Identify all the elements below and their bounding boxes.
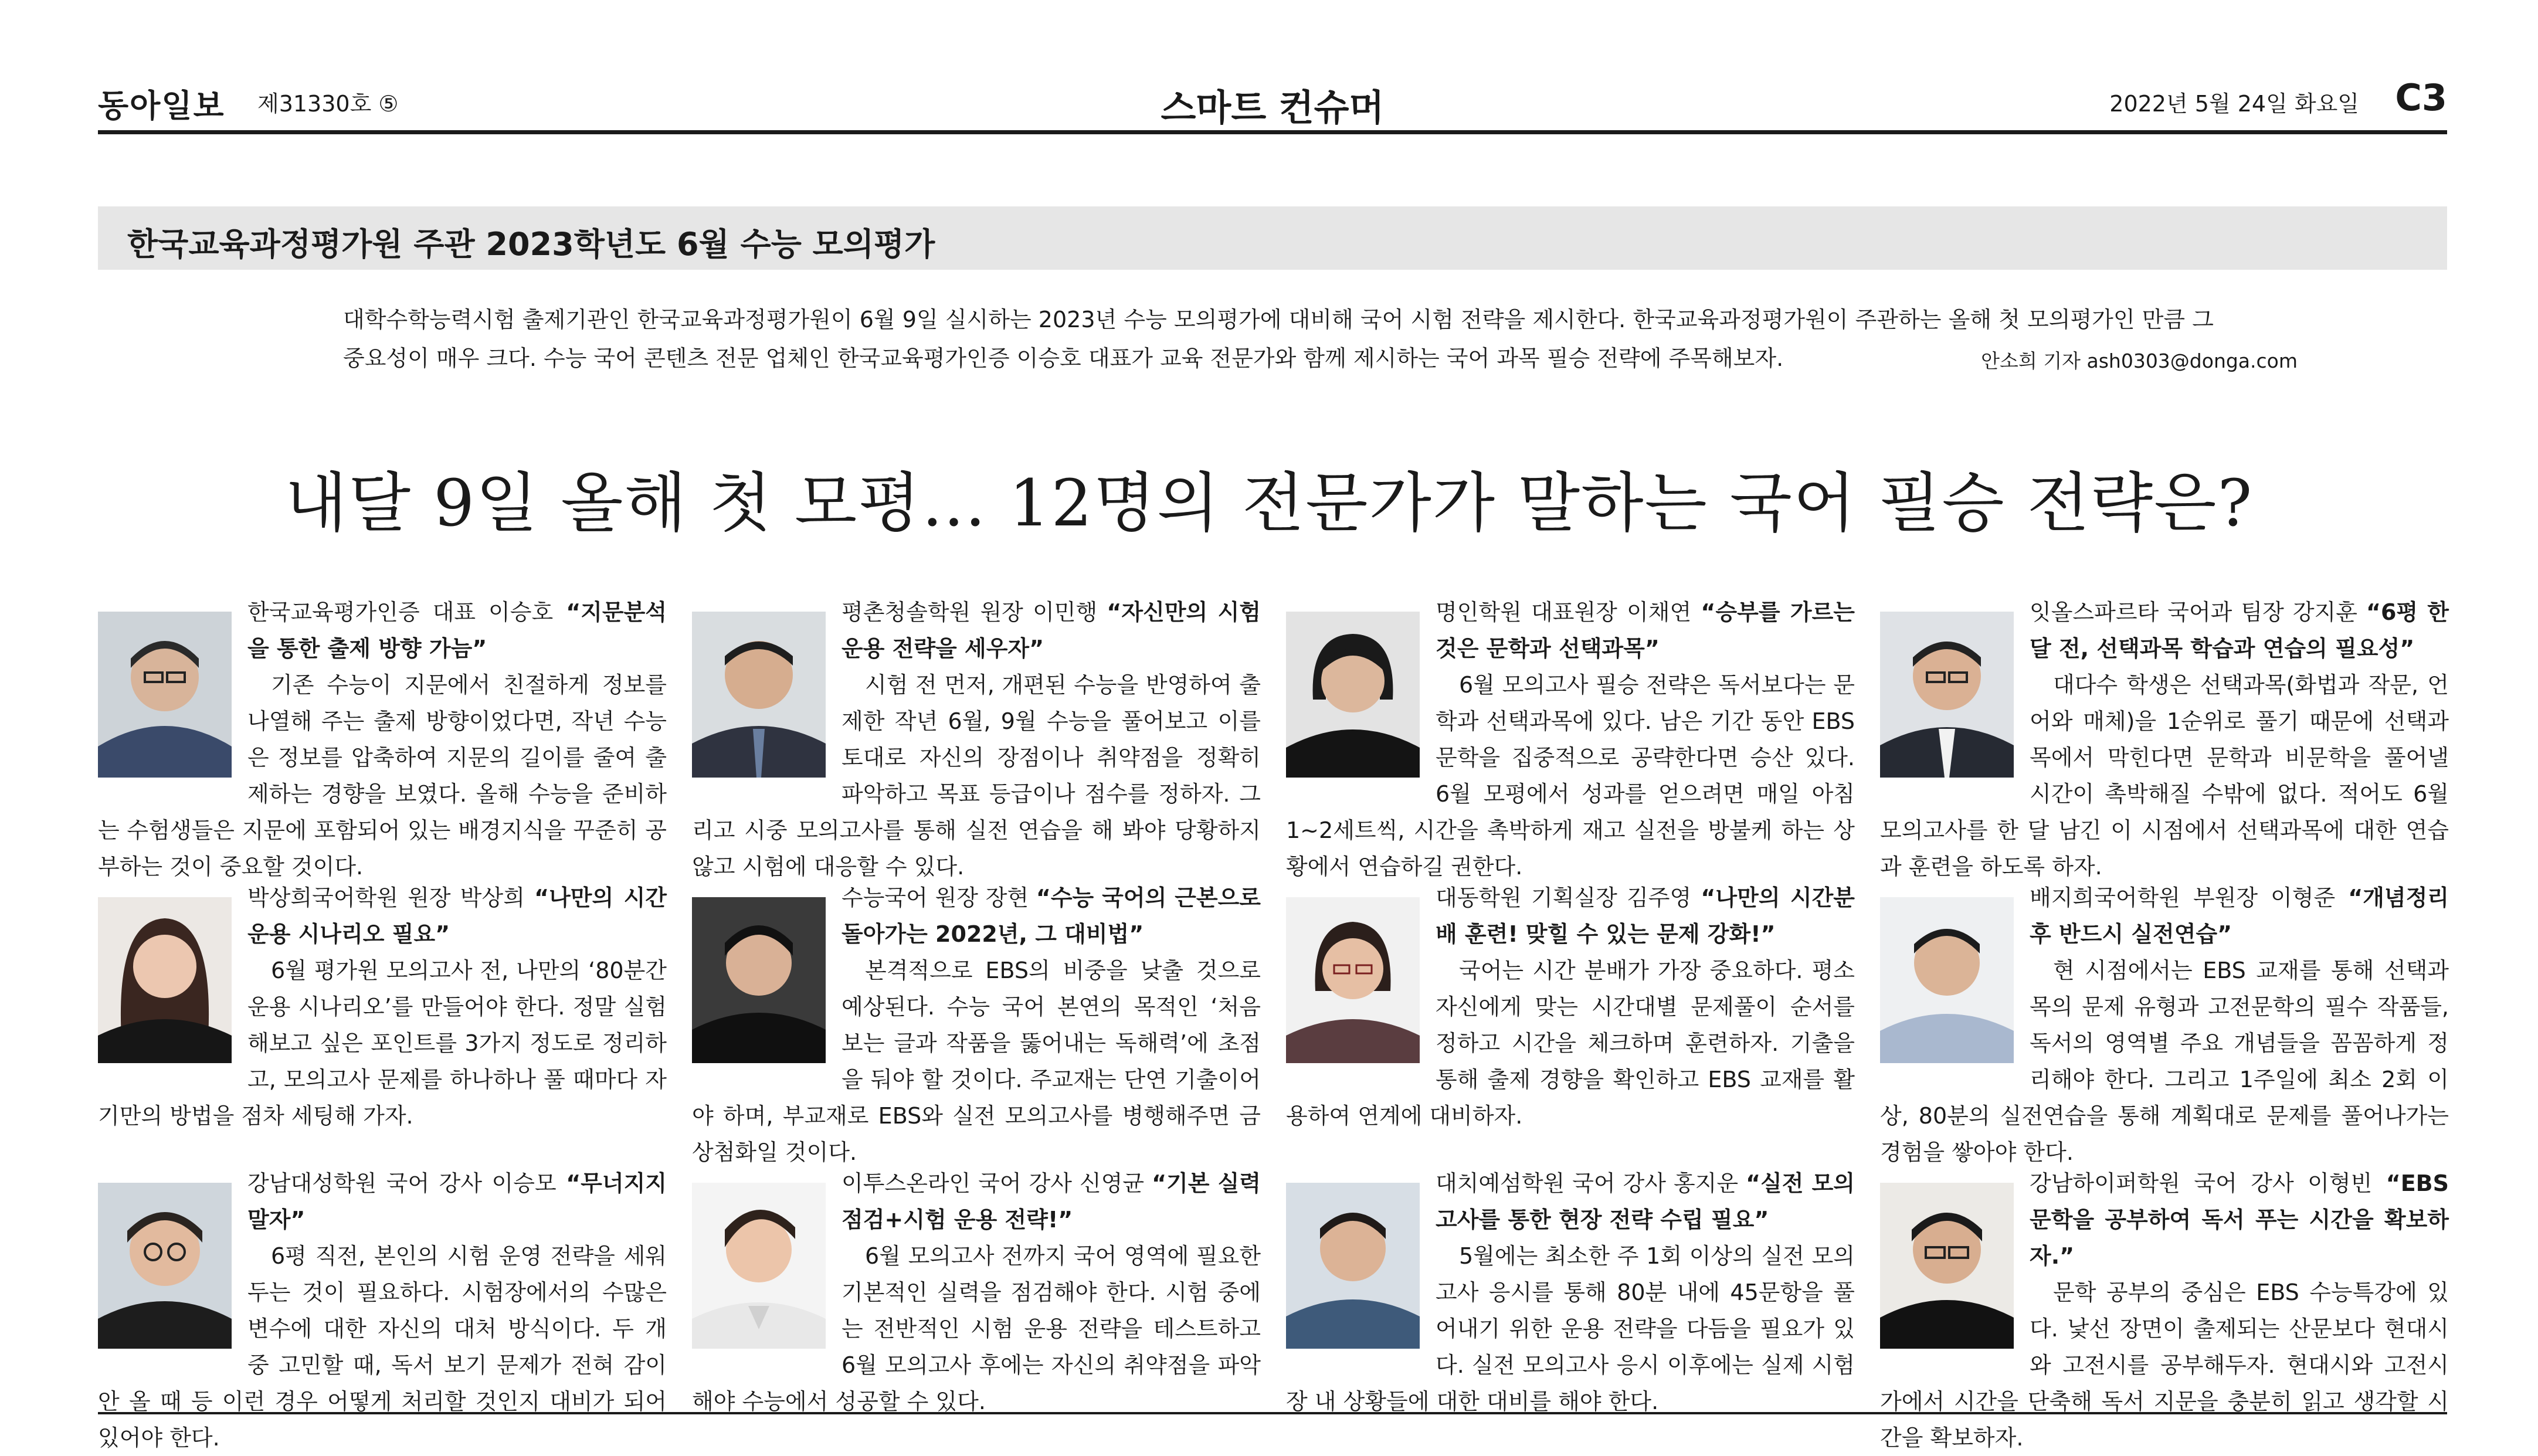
expert-quote: “승부를 가르는 것은 문학과 선택과목” — [1436, 599, 1855, 661]
masthead — [98, 76, 2447, 134]
expert-label: 강남하이퍼학원 국어 강사 이형빈 — [2030, 1170, 2373, 1196]
expert-body: 6월 평가원 모의고사 전, 나만의 ‘80분간 운용 시나리오’를 만들어야 한다. 정말 실험해보고 싶은 포인트를 3가지 정도로 정리하고, 모의고사 문제를 하나하나 풀 때마다 자기만의 방법을 점차 세팅해 가자. — [98, 958, 667, 1129]
expert-body: 기존 수능이 지문에서 친절하게 정보를 나열해 주는 출제 방향이었다면, 작년 수능은 정보를 압축하여 지문의 길이를 줄여 출제하는 경향을 보였다. 올해 수능을 준비하는 수험생들은 지문에 포함되어 있는 배경지식을 꾸준히 공부하는 것이 중요할 것이다. — [98, 672, 667, 880]
issue-number: 제31330호 ⑤ — [257, 91, 399, 117]
expert-body: 6월 모의고사 필승 전략은 독서보다는 문학과 선택과목에 있다. 남은 기간 동안 EBS 문학을 집중적으로 공략한다면 승산 있다. 6월 모평에서 성과를 얻으려면 매일 아침 1~2세트씩, 시간을 촉박하게 재고 실전을 방불케 하는 상황에서 연습하길 권한다. — [1286, 672, 1855, 880]
expert-label: 명인학원 대표원장 이채연 — [1436, 599, 1692, 625]
expert-quote: “6평 한 달 전, 선택과목 학습과 연습의 필요성” — [2030, 599, 2449, 661]
expert-body: 문학 공부의 중심은 EBS 수능특강에 있다. 낯선 장면이 출제되는 산문보다 현대시와 고전시를 공부해두자. 현대시와 고전시가에서 시간을 단축해 독서 지문을 충분히 읽고 생각할 시간을 확보하자. — [1880, 1279, 2449, 1451]
expert-body: 5월에는 최소한 주 1회 이상의 실전 모의고사 응시를 통해 80분 내에 45문항을 풀어내기 위한 운용 전략을 다듬을 필요가 있다. 실전 모의고사 응시 이후에는 실제 시험장 내 상황들에 대한 대비를 해야 한다. — [1286, 1243, 1855, 1414]
expert-quote: “나만의 시간분배 훈련! 맞힐 수 있는 문제 강화!” — [1436, 885, 1855, 947]
expert-body: 6월 모의고사 전까지 국어 영역에 필요한 기본적인 실력을 점검해야 한다. 시험 중에는 전반적인 시험 운용 전략을 테스트하고 6월 모의고사 후에는 자신의 취약점을 파악해야 수능에서 성공할 수 있다. — [692, 1243, 1261, 1414]
page-number: C3 — [2395, 76, 2447, 119]
expert-quote: “EBS 문학을 공부하여 독서 푸는 시간을 확보하자.” — [2030, 1170, 2449, 1269]
expert-label: 한국교육평가인증 대표 이승호 — [247, 599, 554, 625]
expert-label: 이투스온라인 국어 강사 신영균 — [842, 1170, 1145, 1196]
article-headline: 내달 9일 올해 첫 모평… 12명의 전문가가 말하는 국어 필승 전략은? — [284, 466, 2254, 541]
expert-quote: “자신만의 시험 운용 전략을 세우자” — [842, 599, 1261, 661]
expert-quote: “무너지지 말자” — [247, 1170, 667, 1233]
bottom-rule — [98, 1412, 2447, 1414]
expert-card — [1880, 594, 2449, 880]
expert-body: 본격적으로 EBS의 비중을 낮출 것으로 예상된다. 수능 국어 본연의 목적인 ‘처음 보는 글과 작품을 뚫어내는 독해력’에 초점을 둬야 할 것이다. 주교재는 단연 기출이어야 하며, 부교재로 EBS와 실전 모의고사를 병행해주면 금상첨화일 것이다. — [692, 958, 1261, 1165]
expert-card — [1286, 594, 1855, 880]
expert-label: 박상희국어학원 원장 박상희 — [247, 885, 525, 911]
expert-quote: “수능 국어의 근본으로 돌아가는 2022년, 그 대비법” — [842, 885, 1261, 947]
expert-card — [1880, 880, 2449, 1165]
expert-label: 잇올스파르타 국어과 팀장 강지훈 — [2030, 599, 2357, 625]
expert-card — [692, 1165, 1261, 1417]
expert-card — [98, 880, 667, 1132]
expert-quote: “개념정리 후 반드시 실전연습” — [2030, 885, 2449, 947]
section-title: 스마트 컨슈머 — [1161, 86, 1385, 129]
expert-body: 대다수 학생은 선택과목(화법과 작문, 언어와 매체)을 1순위로 풀기 때문에 선택과목에서 막힌다면 문학과 비문학을 풀어낼 시간이 촉박해질 수밖에 없다. 적어도 6월 모의고사를 한 달 남긴 이 시점에서 선택과목에 대한 연습과 훈련을 하도록 하자. — [1880, 672, 2449, 880]
expert-card — [1286, 880, 1855, 1132]
expert-label: 대동학원 기획실장 김주영 — [1436, 885, 1692, 911]
expert-quote: “나만의 시간 운용 시나리오 필요” — [247, 885, 667, 947]
lead-paragraph: 대학수학능력시험 출제기관인 한국교육과정평가원이 6월 9일 실시하는 2023년 수능 모의평가에 대비해 국어 시험 전략을 제시한다. 한국교육과정평가원이 주관하는 올해 첫 모의평가인 만큼 그 중요성이 매우 크다. 수능 국어 콘텐츠 전문 업체인 한국교육평가인증 이승호 대표가 교육 전문가와 함께 제시하는 국어 과목 필승 전략에 주목해보자. — [343, 307, 2214, 371]
reporter-credit: 안소희 기자 ash0303@donga.com — [1981, 349, 2298, 372]
expert-label: 대치예섬학원 국어 강사 홍지운 — [1436, 1170, 1739, 1196]
expert-body: 현 시점에서는 EBS 교재를 통해 선택과목의 문제 유형과 고전문학의 필수 작품들, 독서의 영역별 주요 개념들을 꼼꼼하게 정리해야 한다. 그리고 1주일에 최소 2회 이상, 80분의 실전연습을 통해 계획대로 문제를 풀어나가는 경험을 쌓아야 한다. — [1880, 958, 2449, 1165]
expert-label: 배지희국어학원 부원장 이형준 — [2030, 885, 2336, 911]
expert-card — [1880, 1165, 2449, 1451]
expert-card — [98, 594, 667, 880]
expert-body: 국어는 시간 분배가 가장 중요하다. 평소 자신에게 맞는 시간대별 문제풀이 순서를 정하고 시간을 체크하며 훈련하자. 기출을 통해 출제 경향을 확인하고 EBS 교재를 활용하여 연계에 대비하자. — [1286, 958, 1855, 1129]
expert-card — [1286, 1165, 1855, 1417]
expert-label: 강남대성학원 국어 강사 이승모 — [247, 1170, 557, 1196]
expert-label: 수능국어 원장 장현 — [842, 885, 1029, 911]
expert-quote: “실전 모의고사를 통한 현장 전략 수립 필요” — [1436, 1170, 1855, 1233]
expert-card — [692, 594, 1261, 880]
expert-card — [98, 1165, 667, 1451]
expert-card — [692, 880, 1261, 1165]
dateline: 2022년 5월 24일 화요일 — [2109, 91, 2359, 117]
newspaper-logo: 동아일보 — [98, 87, 225, 124]
expert-quote: “지문분석을 통한 출제 방향 가늠” — [247, 599, 667, 661]
banner-title: 한국교육과정평가원 주관 2023학년도 6월 수능 모의평가 — [127, 226, 935, 263]
expert-label: 평촌청솔학원 원장 이민행 — [842, 599, 1098, 625]
expert-quote: “기본 실력 점검+시험 운용 전략!” — [842, 1170, 1261, 1233]
expert-body: 6평 직전, 본인의 시험 운영 전략을 세워두는 것이 필요하다. 시험장에서의 수많은 변수에 대한 자신의 대처 방식이다. 두 개 중 고민할 때, 독서 보기 문제가 전혀 감이 안 올 때 등 이런 경우 어떻게 처리할 것인지 대비가 되어 있어야 한다. — [98, 1243, 667, 1451]
expert-body: 시험 전 먼저, 개편된 수능을 반영하여 출제한 작년 6월, 9월 수능을 풀어보고 이를 토대로 자신의 장점이나 취약점을 정확히 파악하고 목표 등급이나 점수를 정하자. 그리고 시중 모의고사를 통해 실전 연습을 해 봐야 당황하지 않고 시험에 대응할 수 있다. — [692, 672, 1261, 880]
topic-banner — [98, 206, 2447, 270]
